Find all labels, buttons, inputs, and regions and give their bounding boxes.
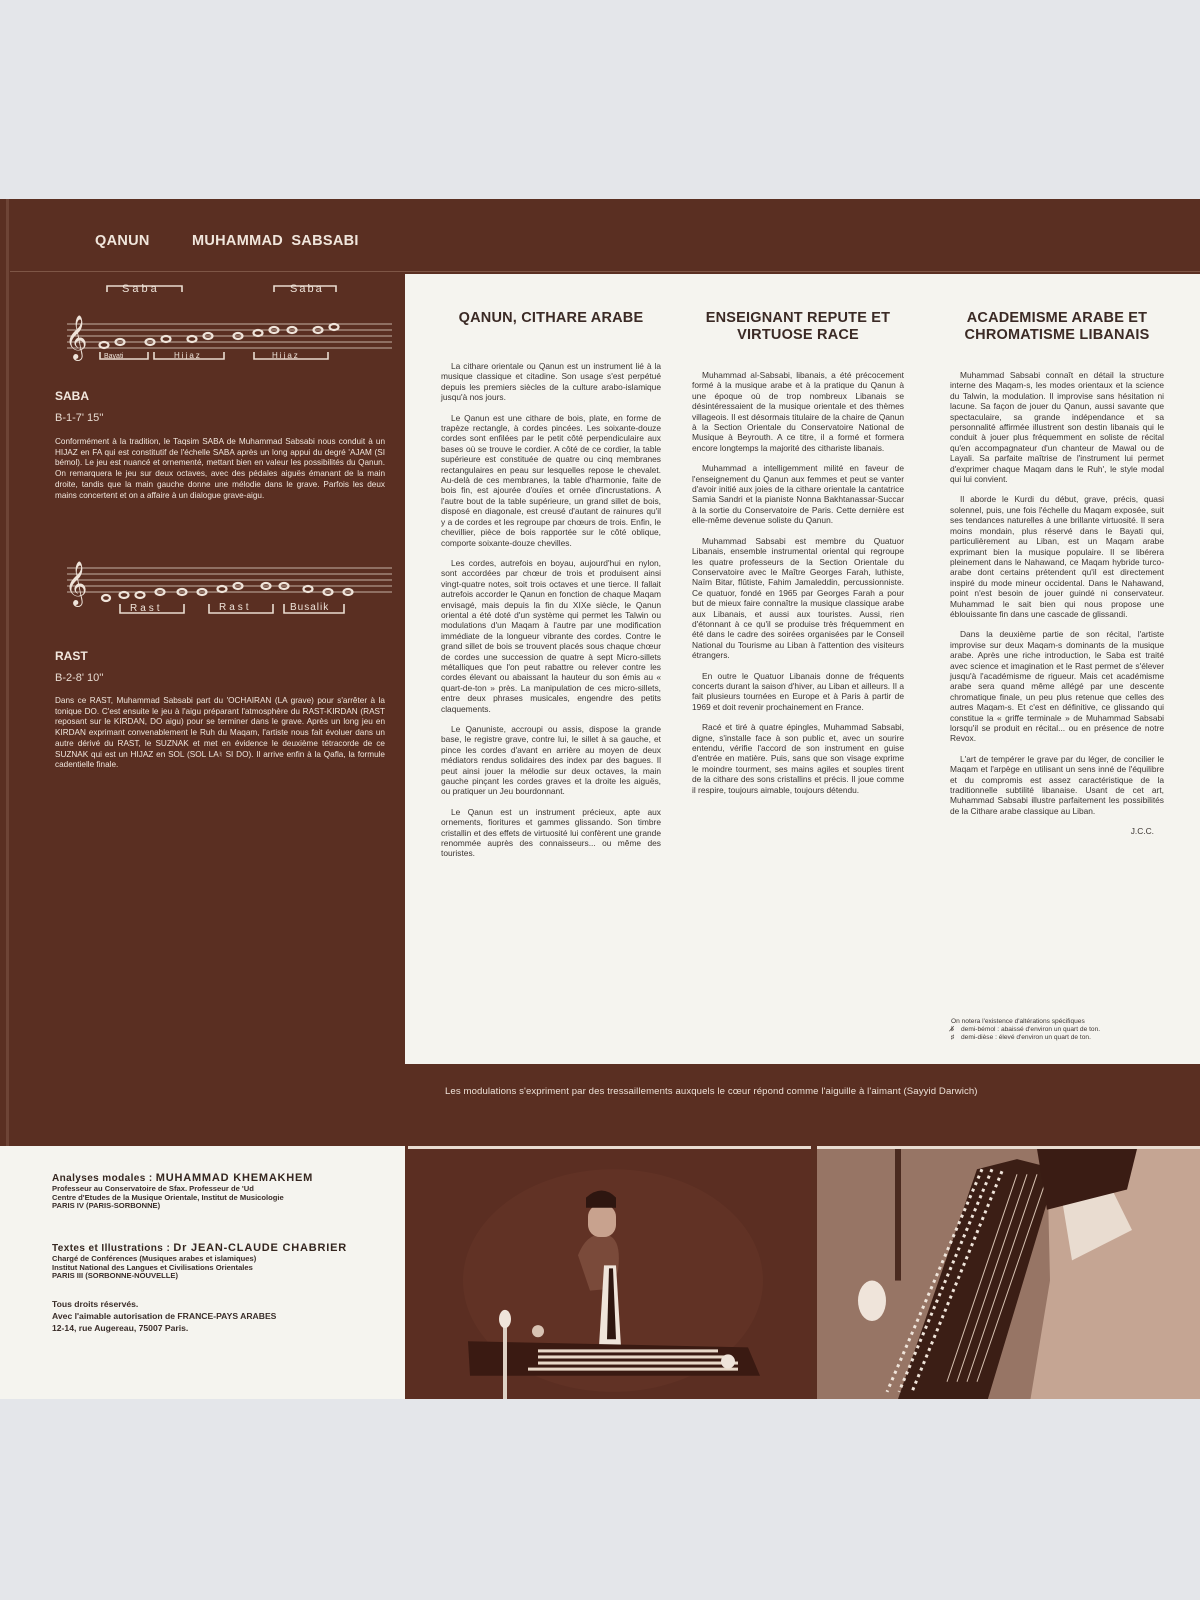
sayyid-darwich-quote: Les modulations s'expriment par des tressaillements auxquels le cœur répond comme l'aiguille à l'aimant (Sayyid Darwich) — [445, 1086, 978, 1097]
credit-line: Institut National des Langues et Civilisations Orientales — [52, 1262, 253, 1272]
credit-line: Chargé de Conférences (Musiques arabes et islamiques) — [52, 1254, 257, 1263]
paragraph: Muhammad Sabsabi connaît en détail la structure interne des Maqam-s, les modes orientaux et la science du Talwin, la modulation. Il improvise sans hésitation ni lacune. Sa façon de jouer du Qanun, aussi savante que spectaculaire, sa grande indépendance et sa personnalité affirmée illustrent son destin libanais qui le conduit à jouer plus fréquemment en soliste de récital qu'en accompagnateur d'un chanteur de Mawal ou de Layali. Sa parfaite maîtrise de l'instrument lui permet d'exprimer chaque Maqam dans le Ruh', le style modal qui lui convient. — [950, 370, 1164, 485]
column-1-body — [441, 361, 661, 859]
instrument-title: QANUN — [95, 233, 150, 249]
paragraph: Muhammad al-Sabsabi, libanais, a été précocement formé à la musique arabe et à la pratique du Qanun à une époque où de trop nombreux Libanais se désintéressaient de la musique orientale et des thèmes villageois. Il est désormais titulaire de la chaire de Qanun à la Section Orientale du Conservatoire National de Musique à Beyrouth. A ce titre, il a formé et formera encore longtemps la majorité des cithariste libanais. — [692, 370, 904, 453]
paragraph: Racé et tiré à quatre épingles, Muhammad Sabsabi, digne, s'installe face à son public et, avec un sourire entendu, vérifie l'accord de son instrument en guise d'entrée en matière. Puis, sans que son visage exprime le moindre tourment, ses mains agiles et souples tirent de la cithare des sons cristallins et précis. Il joue comme il respire, toujours aimable, toujours détendu. — [692, 722, 904, 795]
column-2-title: ENSEIGNANT REPUTE ET VIRTUOSE RACE — [705, 310, 891, 343]
credit-line: Avec l'aimable autorisation de FRANCE-PAYS ARABES — [52, 1311, 277, 1321]
footnote-intro: On notera l'existence d'altérations spécifiques — [951, 1018, 1085, 1025]
credit-name: Dr JEAN-CLAUDE CHABRIER — [173, 1242, 348, 1254]
svg-text:Rast: Rast — [219, 602, 252, 613]
svg-text:𝄞: 𝄞 — [65, 561, 88, 605]
credit-label: Tous droits réservés. — [52, 1299, 139, 1309]
paragraph: Muhammad a intelligemment milité en faveur de l'enseignement du Qanun aux femmes et peut se vanter d'avoir initié aux joies de la cithare orientale la cantatrice Samia Sandri et la pianiste Nonna Bakhtanassar-Succar à la sortie du Conservatoire de Paris. Cette dernière est elle-même devenue soliste du Qanun. — [692, 463, 904, 526]
footnote — [951, 1018, 1191, 1043]
column-3-title: ACADEMISME ARABE ET CHROMATISME LIBANAIS — [964, 310, 1150, 343]
article-column-3 — [950, 310, 1164, 836]
credit-name: MUHAMMAD KHEMAKHEM — [155, 1172, 314, 1184]
credit-texts — [52, 1242, 347, 1281]
article-column-1 — [441, 310, 661, 869]
half-sharp-icon: ♯ — [951, 1034, 955, 1042]
saba-description: Conformément à la tradition, le Taqsim SABA de Muhammad Sabsabi nous conduit à un HIJAZ en FA qui est constitutif de l'échelle SABA après un long appui du degré 'AJAM (SI bémol). Le jeu est nuancé et ornementé, mettant bien en valeur les possibilités du Qanun. On remarquera le jeu sur deux octaves, avec des pédales aiguës émanant de la main droite, tandis que la main gauche donne une mélodie dans le grave. Parfois les deux mains concertent et on a affaire à un dialogue grave-aigu. — [55, 437, 385, 500]
svg-text:Saba: Saba — [290, 284, 324, 295]
column-3-body — [950, 370, 1164, 816]
credit-line: PARIS III (SORBONNE-NOUVELLE) — [52, 1271, 179, 1281]
paragraph: Il aborde le Kurdi du début, grave, précis, quasi solennel, puis, une fois l'échelle du Maqam exposée, suit ses tendances naturelles à une brillante virtuosité. Il sera moins mondain, plus réservé dans le Bayati qui, particulièrement au Liban, est un Maqam arabe exprimant bien la musique populaire. Il se libérera pleinement dans le Nahawand, ce Maqam hybride turco-arabe dont certains prétendent qu'il est directement inspiré du mode mineur occidental. Dans le Nahawand, point n'est besoin de jouer guindé ni conservateur. Muhammad le sait bien qui nous propose une éblouissante fin dans une cascade de glissandi. — [950, 494, 1164, 619]
credits-panel — [0, 1146, 405, 1399]
svg-text:Busalik: Busalik — [290, 602, 330, 613]
rast-notation-icon — [62, 554, 392, 634]
article-panel — [405, 274, 1200, 1064]
qanun-player-on-stage-photo — [408, 1146, 811, 1399]
svg-text:Hijaz: Hijaz — [272, 351, 300, 360]
album-liner-sheet — [0, 199, 1200, 1399]
paragraph: Muhammad Sabsabi est membre du Quatuor Libanais, ensemble instrumental oriental qui regroupe les quatre professeurs de la Section Orientale du Conservatoire avec le Maître Georges Farah, luthiste, Naïm Bitar, flûtiste, Fahim Jamaleddin, percussionniste. Ce quatuor, fondé en 1965 par Georges Farah a pour but de mieux faire connaître la musique classique arabe aux Libanais, et aussi aux touristes. Aussi, rien d'étonnant à ce qu'il se produise très fréquemment en été dans le cadre des soirées organisées par le Conseil National du Tourisme au Liban à l'attention des visiteurs étrangers. — [692, 535, 904, 661]
paragraph: Le Qanun est un instrument précieux, apte aux ornements, fioritures et gammes glissando. Son timbre cristallin et des effets de virtuosité lui confèrent une grande renommée auprès des connaisseurs... ou même des touristes. — [441, 806, 661, 859]
half-flat-icon: ♭̸ — [951, 1026, 955, 1034]
paragraph: Les cordes, autrefois en boyau, aujourd'hui en nylon, sont accordées par chœur de trois et produisent ainsi vingt-quatre notes, soit trois octaves et une tierce. Il fallait autrefois accorder le Qanun en fonction de chaque Maqam envisagé, mais depuis la fin du XIXe siècle, le Qanun oriental a été doté d'un système qui permet les Talwin ou modulations d'un Maqam à l'autre par une modification immédiate de la longueur vibrante des cordes. Contre le grand sillet de bois se trouvent placés sous chaque chœur de cordes une succession de quatre à sept Micro-sillets métalliques que l'on peut rabattre ou relever contre les cordes élevant ou abaissant la hauteur du son émis au « quart-de-ton » près. La manipulation de ces micro-sillets, entre deux phrases musicales, engendre des petits claquements. — [441, 557, 661, 714]
credit-label: Textes et Illustrations : — [52, 1243, 171, 1254]
saba-mode-name: SABA — [55, 389, 90, 403]
footnote-text: demi-dièse : élevé d'environ un quart de ton. — [961, 1034, 1091, 1042]
credit-line: Centre d'Etudes de la Musique Orientale, Institut de Musicologie — [52, 1192, 284, 1202]
paragraph: Dans la deuxième partie de son récital, l'artiste improvise sur deux Maqam-s dominants de la musique arabe. Après une riche introduction, le Saba est traité avec science et imagination et le Rast permet de s'élever jusqu'à l'académisme de rigueur. Mais cet académisme arabe sera quand même allégé par une descente chromatique finale, un peu plus retenue que celles des autres Maqam-s. Et c'est en définitive, ce glissando qui constitue la « griffe terminale » de Muhammad Sabsabi lorsqu'il se produit en récital... ou en présence de notre Revox. — [950, 629, 1164, 744]
credit-rights — [52, 1298, 276, 1334]
credit-line: 12-14, rue Augereau, 75007 Paris. — [52, 1323, 189, 1333]
column-1-title: QANUN, CITHARE ARABE — [458, 310, 644, 326]
rast-mode-name: RAST — [55, 649, 88, 663]
page-header — [95, 233, 393, 249]
paragraph: Le Qanuniste, accroupi ou assis, dispose la grande base, le registre grave, contre lui, le sillet à sa gauche, et pince les cordes d'avant en arrière au moyen de deux médiators rendus solidaires des index par des bagues. Il peut ainsi jouer la mélodie sur deux octaves, la main gauche pinçant les cordes graves et la droite les aiguës, ou pratiquer un Jeu bourdonnant. — [441, 724, 661, 797]
paragraph: En outre le Quatuor Libanais donne de fréquents concerts durant la saison d'hiver, au Liban et ailleurs. Il a fait plusieurs tournées en Europe et à Paris à partir de 1969 et doit revenir prochainement en France. — [692, 670, 904, 712]
credit-line: Professeur au Conservatoire de Sfax. Professeur de 'Ud — [52, 1184, 254, 1193]
saba-music-staff — [62, 284, 392, 364]
performer-photo-icon — [408, 1149, 811, 1399]
saba-track-code: B-1-7' 15'' — [55, 412, 104, 424]
rast-music-staff — [62, 554, 392, 634]
artist-title: MUHAMMAD SABSABI — [192, 233, 359, 249]
paragraph: Le Qanun est une cithare de bois, plate, en forme de trapèze rectangle, à cordes pincées. Les soixante-douze cordes sont enfilées par le petit côté perpendiculaire aux bases où se trouve le cordier. A côté de ce cordier, la table supérieure est constituée de quatre ou cinq membranes rectangulaires en peau sur lesquelles repose le chevalet. Au-delà de ces membranes, la table d'harmonie, faite de bois fin, est ajourée d'ouïes et ornée d'incrustations. A l'autre bout de la table supérieure, un grand sillet de bois, disposé en diagonale, est creusé d'autant de rainures qu'il y a de cordes et les regroupe par chœurs de trois. Enfin, le chevillier, pièce de bois rapportée sur le côté oblique, comporte soixante-douze chevilles. — [441, 412, 661, 548]
footnote-text: demi-bémol : abaissé d'environ un quart de ton. — [961, 1026, 1101, 1034]
closeup-photo-icon — [817, 1149, 1200, 1399]
header-divider — [10, 271, 1200, 272]
footnote-item — [951, 1034, 1191, 1042]
svg-text:Saba: Saba — [122, 284, 160, 295]
paragraph: L'art de tempérer le grave par du léger, de concilier le Maqam et l'arpège en utilisant un sens inné de l'équilibre et du compromis est assez caractéristique de la traditionnelle subtilité libanaise. Usant de cet art, Muhammad Sabsabi illustre parfaitement les possibilités de la Cithare arabe classique au Liban. — [950, 753, 1164, 816]
rast-track-code: B-2-8' 10'' — [55, 672, 104, 684]
svg-text:𝄞: 𝄞 — [65, 315, 88, 359]
svg-text:Rast: Rast — [130, 603, 163, 614]
author-signature: J.C.C. — [1130, 826, 1154, 837]
column-2-body — [692, 370, 904, 795]
svg-text:Bayati: Bayati — [104, 353, 124, 360]
rast-description: Dans ce RAST, Muhammad Sabsabi part du 'OCHAIRAN (LA grave) pour s'arrêter à la tonique DO. C'est ensuite le jeu à l'aigu préparant l'atmosphère du RAST-KIRDAN (RAST reposant sur le KIRDAN, DO aigu) pour se terminer dans le grave. Après un long jeu en KIRDAN exprimant convenablement le Ruh du Maqam, l'artiste nous fait évoluer dans un autre dérivé du RAST, le SUZNAK et met en évidence le deuxième tétracorde de ce SUZNAK qui est un HIJAZ en SOL (SOL LA♮ SI DO). Il arrive enfin à la Qafla, la formule cadentielle finale. — [55, 696, 385, 770]
svg-text:Hijaz: Hijaz — [174, 351, 202, 360]
credit-analyses — [52, 1172, 313, 1211]
paragraph: La cithare orientale ou Qanun est un instrument lié à la musique classique et citadine. Son usage s'est perpétué depuis les premiers siècles de la culture arabo-islamique jusqu'à nos jours. — [441, 361, 661, 403]
qanun-closeup-hands-photo — [817, 1146, 1200, 1399]
credit-label: Analyses modales : — [52, 1173, 153, 1184]
article-column-2 — [692, 310, 904, 805]
saba-notation-icon — [62, 284, 392, 364]
footnote-item — [951, 1026, 1191, 1034]
credit-line: PARIS IV (PARIS-SORBONNE) — [52, 1201, 161, 1211]
